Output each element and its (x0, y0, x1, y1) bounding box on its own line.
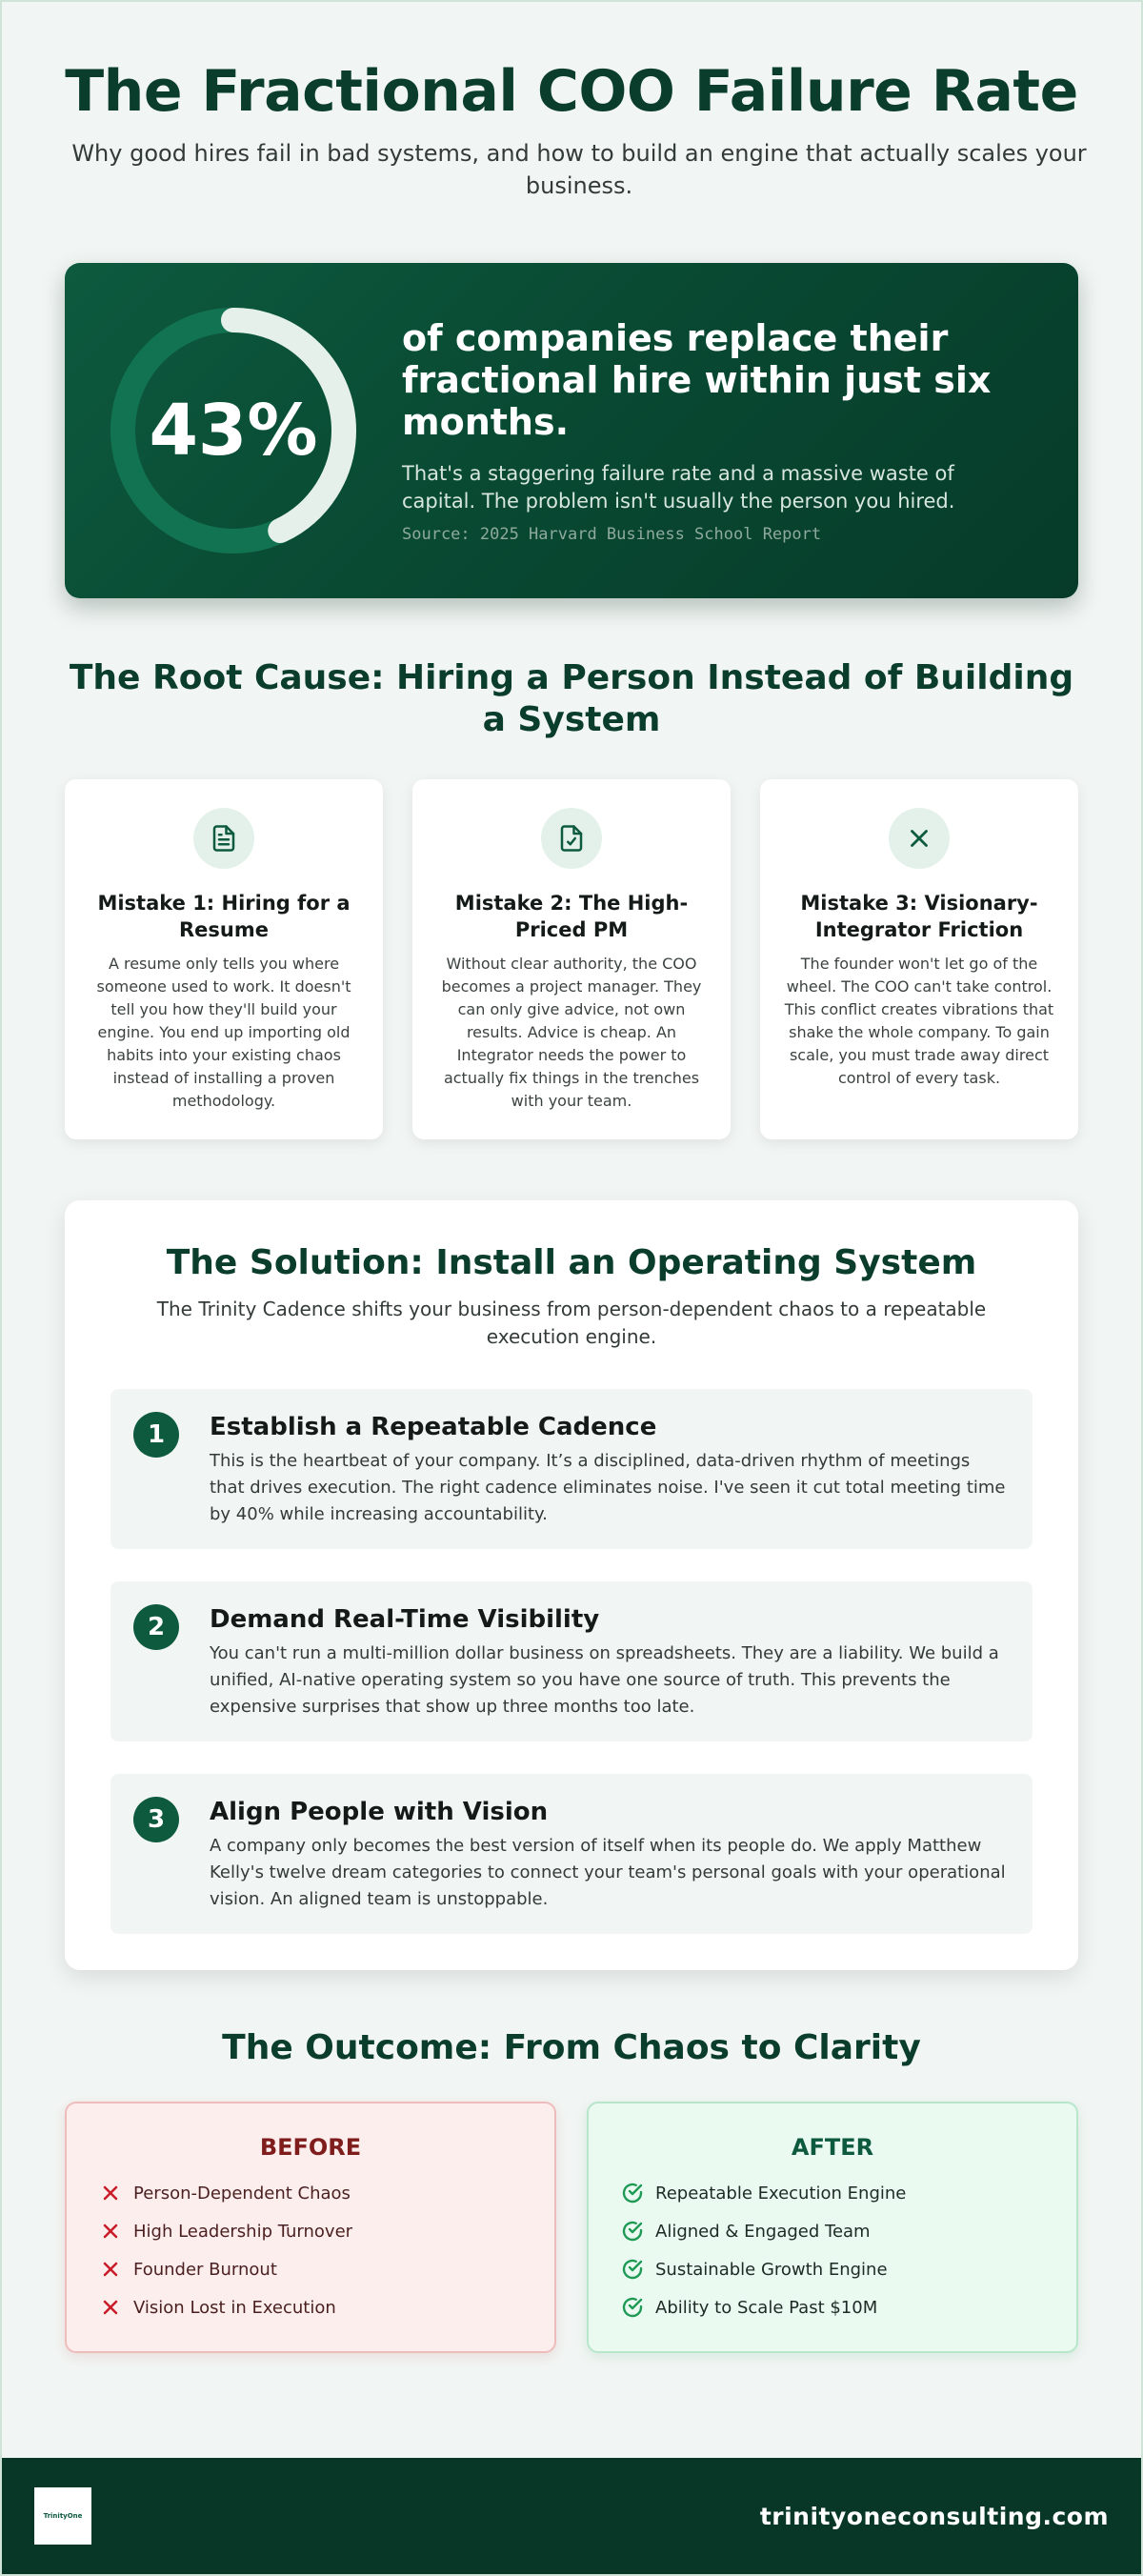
close-icon (889, 808, 950, 869)
after-item (621, 2288, 1044, 2326)
page-title: The Fractional COO Failure Rate (65, 58, 1078, 125)
step-title: Demand Real-Time Visibility (210, 1605, 600, 1634)
after-item-label: Ability to Scale Past $10M (655, 2297, 878, 2318)
step-number: 1 (133, 1412, 179, 1458)
step-body: This is the heartbeat of your company. It’s a disciplined, data-driven rhythm of meetings that drives execution. The right cadence eliminates noise. I've seen it cut total meeting time by 40% while increasing accountability. (210, 1451, 1006, 1524)
document-icon (193, 808, 254, 869)
check-circle-icon (621, 2182, 644, 2204)
mistake-card-1 (65, 779, 383, 1139)
footer-website-link[interactable]: trinityoneconsulting.com (759, 2502, 1109, 2530)
after-item (621, 2212, 1044, 2250)
step-number: 3 (133, 1797, 179, 1842)
before-after-comparison (65, 2102, 1078, 2353)
before-panel (65, 2102, 556, 2353)
before-item (99, 2288, 522, 2326)
step-title: Establish a Repeatable Cadence (210, 1413, 657, 1441)
mistake-title: Mistake 3: Visionary-Integrator Friction (800, 892, 1038, 941)
mistake-card-2 (412, 779, 731, 1139)
after-item-label: Repeatable Execution Engine (655, 2183, 907, 2204)
logo-text: TrinityOne (43, 2512, 83, 2520)
stat-source: Source: 2025 Harvard Business School Report (402, 525, 822, 544)
check-circle-icon (621, 2258, 644, 2281)
before-item-label: Vision Lost in Execution (133, 2297, 336, 2318)
before-item-label: High Leadership Turnover (133, 2221, 353, 2242)
solution-subtitle: The Trinity Cadence shifts your business from person-dependent chaos to a repeatable execution engine. (156, 1298, 987, 1348)
after-title: AFTER (791, 2134, 874, 2161)
stat-headline: of companies replace their fractional hire within just six months. (402, 317, 992, 443)
document-check-icon (541, 808, 602, 869)
mistake-card-3 (760, 779, 1078, 1139)
step-number: 2 (133, 1604, 179, 1650)
mistake-title: Mistake 1: Hiring for a Resume (97, 892, 351, 941)
solution-step-3 (110, 1774, 1033, 1934)
step-body: You can't run a multi-million dollar business on spreadsheets. They are a liability. We build a unified, AI-native operating system so you have one source of truth. This prevents the expensive surprises that show up three months too late. (210, 1643, 999, 1717)
mistake-body: A resume only tells you where someone used to work. It doesn't tell you how they'll build your engine. You end up importing old habits into your existing chaos instead of installing a proven methodology. (96, 955, 351, 1110)
before-item (99, 2174, 522, 2212)
mistake-title: Mistake 2: The High-Priced PM (454, 892, 689, 941)
before-item-label: Founder Burnout (133, 2259, 277, 2280)
x-mark-icon (99, 2258, 122, 2281)
mistake-body: The founder won't let go of the wheel. The COO can't take control. This conflict creates vibrations that shake the whole company. To gain scale, you must trade away direct control of every task. (784, 955, 1054, 1087)
x-mark-icon (99, 2220, 122, 2243)
stat-value: 43% (149, 390, 318, 472)
company-logo (34, 2487, 91, 2545)
solution-title: The Solution: Install an Operating System (166, 1243, 977, 1282)
before-title: BEFORE (259, 2134, 362, 2161)
outcome-title: The Outcome: From Chaos to Clarity (222, 2028, 921, 2067)
mistakes-row (65, 779, 1078, 1139)
after-item-label: Sustainable Growth Engine (655, 2259, 888, 2280)
stat-body: That's a staggering failure rate and a massive waste of capital. The problem isn't usually the person you hired. (402, 462, 955, 513)
after-item-label: Aligned & Engaged Team (655, 2221, 871, 2242)
solution-card (65, 1200, 1078, 1970)
before-item-label: Person-Dependent Chaos (133, 2183, 351, 2204)
before-item (99, 2250, 522, 2288)
after-panel (587, 2102, 1078, 2353)
check-circle-icon (621, 2296, 644, 2319)
check-circle-icon (621, 2220, 644, 2243)
after-item (621, 2250, 1044, 2288)
before-item (99, 2212, 522, 2250)
percent-ring (110, 308, 356, 553)
step-body: A company only becomes the best version of itself when its people do. We apply Matthew Kelly's twelve dream categories to connect your team's personal goals with your operational vision. An aligned team is unstoppable. (210, 1836, 1006, 1909)
solution-step-2 (110, 1581, 1033, 1741)
solution-step-1 (110, 1389, 1033, 1549)
root-cause-title: The Root Cause: Hiring a Person Instead of Building a System (69, 658, 1074, 739)
x-mark-icon (99, 2296, 122, 2319)
after-item (621, 2174, 1044, 2212)
mistake-body: Without clear authority, the COO becomes a project manager. They can only give advice, not own results. Advice is cheap. An Integrator needs the power to actually fix things in the trenches with your team. (441, 955, 702, 1110)
x-mark-icon (99, 2182, 122, 2204)
footer (2, 2458, 1141, 2574)
stat-card (65, 263, 1078, 598)
step-title: Align People with Vision (210, 1798, 549, 1826)
page-subtitle: Why good hires fail in bad systems, and how to build an engine that actually scales your business. (71, 140, 1087, 199)
